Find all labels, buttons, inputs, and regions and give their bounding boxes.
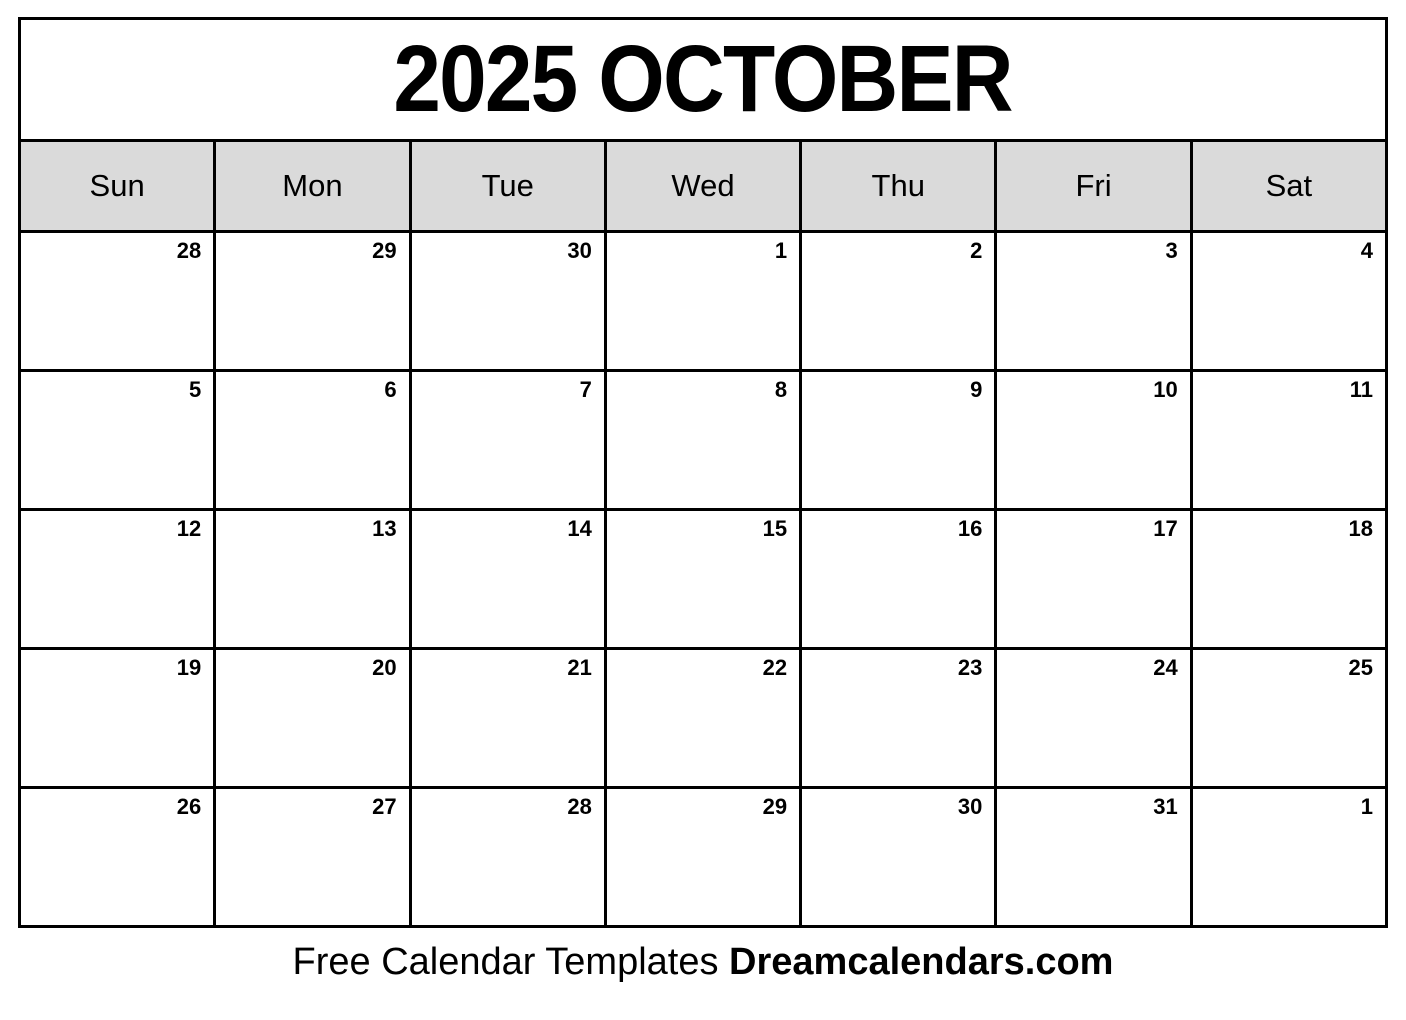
day-number: 8 [774,377,788,402]
day-cell [215,788,410,927]
day-cell [410,371,605,510]
day-cell [410,649,605,788]
weekday-header-sat: Sat [1191,141,1386,232]
day-cell [1191,510,1386,649]
day-cell [410,232,605,371]
day-number: 9 [970,377,983,402]
weekday-header-row [20,141,1387,232]
day-number: 31 [1153,794,1178,819]
day-number: 28 [176,238,202,263]
weekday-header-mon: Mon [215,141,410,232]
week-row-1 [20,232,1387,371]
day-number: 12 [176,516,202,541]
week-row-5 [20,788,1387,927]
day-cell [801,510,996,649]
day-number: 16 [957,516,983,541]
day-number: 4 [1360,238,1373,263]
day-cell [410,510,605,649]
day-number: 10 [1153,377,1178,402]
day-cell [215,649,410,788]
day-cell [1191,649,1386,788]
day-number: 5 [189,377,202,402]
weekday-header-tue: Tue [410,141,605,232]
day-cell [996,788,1191,927]
day-number: 21 [567,655,592,680]
day-cell [801,232,996,371]
day-number: 30 [567,238,592,263]
day-cell [20,232,215,371]
weekday-header-wed: Wed [605,141,800,232]
day-number: 15 [762,516,788,541]
day-cell [410,788,605,927]
day-number: 14 [567,516,592,541]
day-number: 29 [372,238,397,263]
weekday-header-sun: Sun [20,141,215,232]
day-cell [1191,788,1386,927]
day-cell [996,649,1191,788]
day-cell [215,510,410,649]
weekday-header-fri: Fri [996,141,1191,232]
day-cell [996,371,1191,510]
day-number: 19 [176,655,202,680]
day-cell [215,232,410,371]
week-row-2 [20,371,1387,510]
day-number: 25 [1348,655,1373,680]
day-cell [20,788,215,927]
day-cell [20,510,215,649]
week-row-4 [20,649,1387,788]
day-cell [1191,232,1386,371]
day-number: 2 [970,238,983,263]
day-cell [1191,371,1386,510]
day-cell [996,232,1191,371]
footer-text: Free Calendar Templates [292,941,719,983]
day-number: 7 [579,377,592,402]
day-number: 24 [1153,655,1178,680]
day-number: 27 [372,794,397,819]
day-number: 6 [384,377,397,402]
title-bar [18,17,1388,139]
day-number: 29 [762,794,788,819]
calendar-grid [18,139,1388,928]
day-number: 13 [372,516,397,541]
day-number: 11 [1349,377,1373,402]
day-cell [605,649,800,788]
day-number: 20 [372,655,397,680]
day-number: 1 [774,238,788,263]
day-cell [605,232,800,371]
footer [0,934,1406,990]
day-cell [605,788,800,927]
day-number: 3 [1165,238,1178,263]
day-number: 30 [957,794,983,819]
day-cell [20,371,215,510]
day-number: 23 [957,655,983,680]
weekday-header-thu: Thu [801,141,996,232]
day-number: 22 [762,655,788,680]
calendar [18,17,1388,928]
day-cell [20,649,215,788]
day-cell [801,649,996,788]
day-number: 18 [1348,516,1373,541]
day-cell [605,510,800,649]
day-cell [801,371,996,510]
footer-brand: Dreamcalendars.com [729,941,1114,983]
day-cell [605,371,800,510]
day-cell [801,788,996,927]
day-number: 17 [1153,516,1178,541]
day-number: 28 [567,794,592,819]
day-number: 1 [1360,794,1373,819]
day-number: 26 [176,794,202,819]
week-row-3 [20,510,1387,649]
page-title: 2025 OCTOBER [393,26,1013,132]
day-cell [996,510,1191,649]
day-cell [215,371,410,510]
